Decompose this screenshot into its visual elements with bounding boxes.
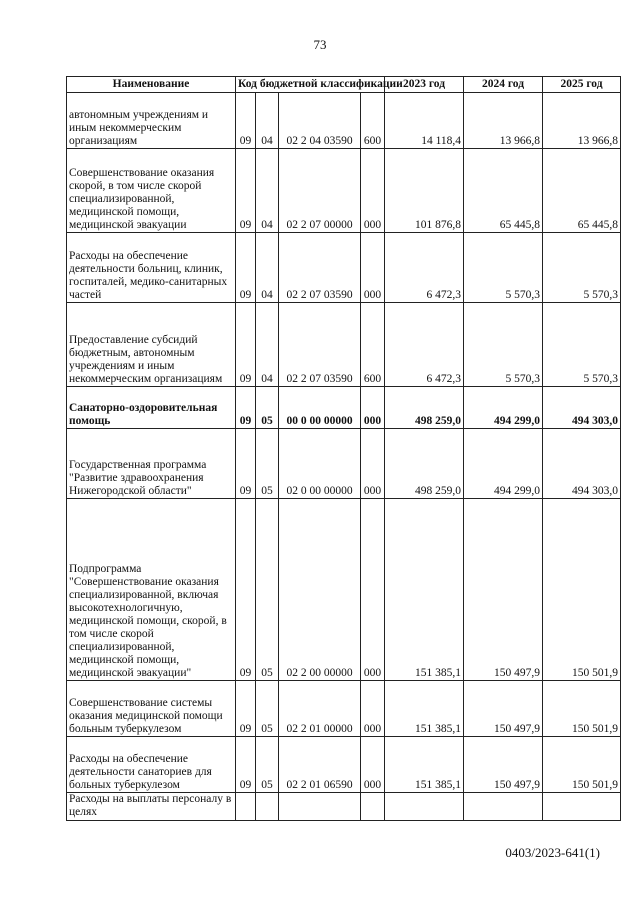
row-code-2: 04	[256, 149, 279, 233]
table-row	[67, 93, 621, 149]
row-code-1: 09	[236, 387, 256, 429]
document-number: 0403/2023-641(1)	[505, 845, 600, 860]
row-code-1: 09	[236, 93, 256, 149]
row-2024: 494 299,0	[464, 429, 543, 499]
header-name: Наименование	[67, 77, 236, 93]
row-code-2: 05	[256, 737, 279, 793]
row-2023: 101 876,8	[385, 149, 464, 233]
header-2024: 2024 год	[464, 77, 543, 93]
row-name: Совершенствование оказания скорой, в том числе скорой специализированной, медицинской помощи, медицинской эвакуации	[67, 149, 236, 233]
row-name: Предоставление субсидий бюджетным, автономным учреждениям и иным некоммерческим организациям	[67, 303, 236, 387]
row-code-3: 02 2 00 00000	[279, 499, 361, 681]
table-row	[67, 387, 621, 429]
table-row	[67, 737, 621, 793]
row-2025: 5 570,3	[543, 233, 621, 303]
row-code-1: 09	[236, 233, 256, 303]
row-code-1: 09	[236, 499, 256, 681]
row-2024	[464, 793, 543, 821]
row-2023: 6 472,3	[385, 303, 464, 387]
row-code-1: 09	[236, 737, 256, 793]
row-code-4: 600	[361, 303, 385, 387]
row-code-3: 02 2 01 00000	[279, 681, 361, 737]
row-code-4: 000	[361, 681, 385, 737]
row-code-1: 09	[236, 303, 256, 387]
row-code-4: 600	[361, 93, 385, 149]
row-code-4: 000	[361, 429, 385, 499]
header-2025: 2025 год	[543, 77, 621, 93]
row-2025: 150 501,9	[543, 681, 621, 737]
table-row	[67, 149, 621, 233]
row-2025: 494 303,0	[543, 429, 621, 499]
row-code-2	[256, 793, 279, 821]
row-code-4: 000	[361, 233, 385, 303]
row-2024: 150 497,9	[464, 737, 543, 793]
row-2023: 151 385,1	[385, 681, 464, 737]
row-code-1: 09	[236, 429, 256, 499]
row-code-4: 000	[361, 737, 385, 793]
row-code-2: 04	[256, 93, 279, 149]
row-name: Расходы на выплаты персоналу в целях	[67, 793, 236, 821]
table-row	[67, 429, 621, 499]
row-code-4: 000	[361, 499, 385, 681]
table-header-row	[67, 77, 621, 93]
row-name: Расходы на обеспечение деятельности санаториев для больных туберкулезом	[67, 737, 236, 793]
row-code-3: 02 2 01 06590	[279, 737, 361, 793]
table-row	[67, 793, 621, 821]
row-name: Совершенствование системы оказания медицинской помощи больным туберкулезом	[67, 681, 236, 737]
row-code-1: 09	[236, 681, 256, 737]
table-row	[67, 499, 621, 681]
table-row	[67, 303, 621, 387]
row-name: Подпрограмма "Совершенствование оказания специализированной, включая высокотехнологичную, медицинской помощи, скорой, в том числе скорой специализированной, медицинской помощи, медицинской эвакуации"	[67, 499, 236, 681]
row-code-3: 02 2 07 00000	[279, 149, 361, 233]
row-2024: 150 497,9	[464, 499, 543, 681]
row-2024: 494 299,0	[464, 387, 543, 429]
table-row	[67, 233, 621, 303]
row-code-3: 02 0 00 00000	[279, 429, 361, 499]
table-body	[67, 93, 621, 821]
row-2023: 14 118,4	[385, 93, 464, 149]
row-code-2: 05	[256, 387, 279, 429]
row-code-1	[236, 793, 256, 821]
row-code-2: 05	[256, 499, 279, 681]
row-2025: 5 570,3	[543, 303, 621, 387]
page-number: 73	[313, 37, 327, 52]
row-2024: 65 445,8	[464, 149, 543, 233]
row-name: Санаторно-оздоровительная помощь	[67, 387, 236, 429]
row-2023: 498 259,0	[385, 429, 464, 499]
row-name: Расходы на обеспечение деятельности больниц, клиник, госпиталей, медико-санитарных частей	[67, 233, 236, 303]
row-code-3: 02 2 07 03590	[279, 233, 361, 303]
row-code-4: 000	[361, 149, 385, 233]
row-2024: 5 570,3	[464, 233, 543, 303]
header-code: Код бюджетной классификации	[236, 77, 385, 93]
row-code-4	[361, 793, 385, 821]
budget-table	[66, 76, 621, 821]
header-2023: 2023 год	[385, 77, 464, 93]
row-2025: 65 445,8	[543, 149, 621, 233]
row-2025: 494 303,0	[543, 387, 621, 429]
row-code-2: 04	[256, 233, 279, 303]
row-2023: 6 472,3	[385, 233, 464, 303]
row-2025: 150 501,9	[543, 499, 621, 681]
row-code-3: 02 2 04 03590	[279, 93, 361, 149]
row-2023: 151 385,1	[385, 499, 464, 681]
row-code-2: 04	[256, 303, 279, 387]
row-code-2: 05	[256, 681, 279, 737]
row-code-1: 09	[236, 149, 256, 233]
row-2024: 150 497,9	[464, 681, 543, 737]
row-2024: 13 966,8	[464, 93, 543, 149]
row-2025	[543, 793, 621, 821]
row-2025: 13 966,8	[543, 93, 621, 149]
table-row	[67, 681, 621, 737]
row-2023	[385, 793, 464, 821]
row-2023: 151 385,1	[385, 737, 464, 793]
row-2023: 498 259,0	[385, 387, 464, 429]
row-code-3	[279, 793, 361, 821]
row-code-2: 05	[256, 429, 279, 499]
row-code-3: 00 0 00 00000	[279, 387, 361, 429]
row-2025: 150 501,9	[543, 737, 621, 793]
row-name: Государственная программа "Развитие здравоохранения Нижегородской области"	[67, 429, 236, 499]
row-code-3: 02 2 07 03590	[279, 303, 361, 387]
row-name: автономным учреждениям и иным некоммерческим организациям	[67, 93, 236, 149]
row-code-4: 000	[361, 387, 385, 429]
row-2024: 5 570,3	[464, 303, 543, 387]
